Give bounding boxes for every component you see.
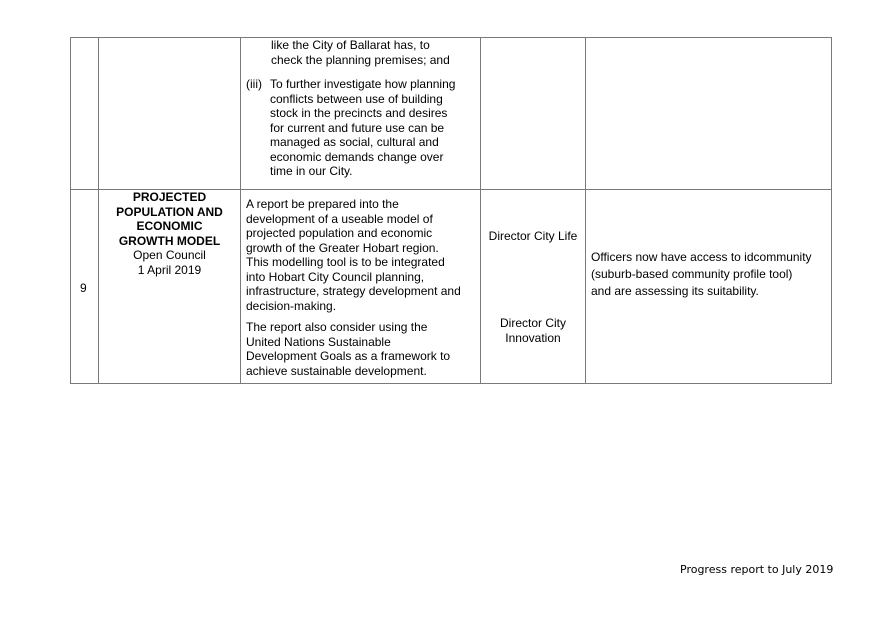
item-ii-continuation xyxy=(271,38,450,67)
text-line: infrastructure, strategy development and xyxy=(246,284,461,298)
text-line: Officers now have access to idcommunity xyxy=(591,250,812,264)
text-line: projected population and economic xyxy=(246,226,433,240)
text-line: This modelling tool is to be integrated xyxy=(246,255,445,269)
item-number: 9 xyxy=(80,281,87,295)
text-line: Director City xyxy=(499,316,566,330)
table-top-border xyxy=(70,37,832,38)
text-line: (suburb-based community profile tool) xyxy=(591,267,793,281)
meeting-type: Open Council xyxy=(133,248,206,262)
text-line: The report also consider using the xyxy=(246,320,428,334)
text-line: achieve sustainable development. xyxy=(246,363,427,378)
column-border xyxy=(831,37,832,384)
text-line: like the City of Ballarat has, to xyxy=(271,38,430,52)
column-border xyxy=(585,37,586,384)
meeting-date: 1 April 2019 xyxy=(137,262,202,277)
text-line: time in our City. xyxy=(270,164,353,178)
text-line: growth of the Greater Hobart region. xyxy=(246,240,439,255)
item-title-line: PROJECTED xyxy=(132,190,207,204)
text-line: development of a useable model of xyxy=(246,211,433,226)
progress-comment xyxy=(591,249,812,300)
text-line: conflicts between use of building xyxy=(270,91,443,106)
item-iii-label: (iii) xyxy=(246,77,262,91)
text-line: Development Goals as a framework to xyxy=(246,349,451,363)
text-line: check the planning premises; and xyxy=(271,52,450,67)
item-title-line: GROWTH MODEL xyxy=(118,233,221,248)
table-bottom-border xyxy=(70,383,832,384)
responsible-officer-2 xyxy=(481,316,585,345)
resolution-paragraph-2 xyxy=(246,320,450,378)
item-title-line: POPULATION AND xyxy=(116,204,223,219)
responsible-officer-1: Director City Life xyxy=(488,229,578,243)
resolution-paragraph-1 xyxy=(246,197,461,313)
text-line: Innovation xyxy=(505,330,561,345)
item-title-cell xyxy=(99,190,240,277)
text-line: To further investigate how planning xyxy=(270,77,456,91)
text-line: United Nations Sustainable xyxy=(246,334,391,349)
text-line: and are assessing its suitability. xyxy=(591,284,759,298)
item-title-line: ECONOMIC xyxy=(136,219,203,233)
text-line: A report be prepared into the xyxy=(246,197,399,211)
text-line: for current and future use can be xyxy=(270,120,445,135)
text-line: managed as social, cultural and xyxy=(270,135,439,149)
item-iii-text xyxy=(270,77,455,179)
page-footer: Progress report to July 2019 xyxy=(680,563,834,576)
column-border xyxy=(70,37,71,384)
text-line: stock in the precincts and desires xyxy=(270,106,448,120)
text-line: economic demands change over xyxy=(270,149,444,164)
column-border xyxy=(240,37,241,384)
text-line: decision-making. xyxy=(246,298,337,313)
text-line: into Hobart City Council planning, xyxy=(246,269,425,284)
